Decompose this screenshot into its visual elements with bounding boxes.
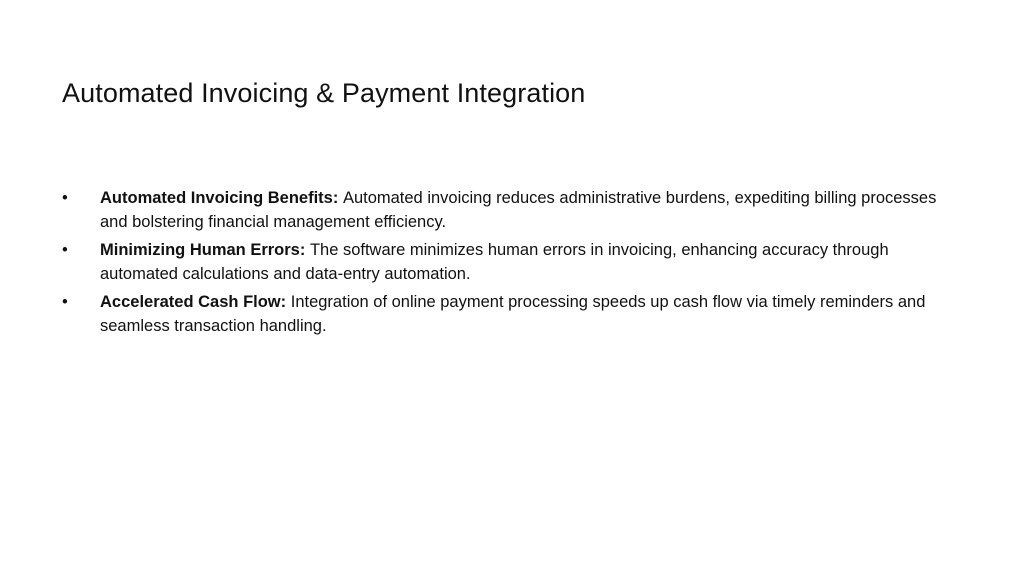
bullet-heading: Automated Invoicing Benefits: — [100, 189, 343, 207]
bullet-heading: Accelerated Cash Flow: — [100, 293, 291, 311]
bullet-icon: • — [62, 241, 68, 259]
bullet-list — [62, 186, 967, 342]
bullet-icon: • — [62, 293, 68, 311]
bullet-heading: Minimizing Human Errors: — [100, 241, 310, 259]
bullet-text: Automated invoicing reduces administrative burdens, expediting billing processes and bolstering financial management efficiency. — [100, 189, 937, 231]
bullet-item — [62, 238, 967, 286]
bullet-item — [62, 290, 967, 338]
bullet-item — [62, 186, 967, 234]
bullet-icon: • — [62, 189, 68, 207]
slide-title: Automated Invoicing & Payment Integration — [62, 78, 586, 108]
bullet-text: The software minimizes human errors in invoicing, enhancing accuracy through automated calculations and data-entry automation. — [100, 241, 889, 283]
bullet-text: Integration of online payment processing speeds up cash flow via timely reminders and seamless transaction handling. — [100, 293, 926, 335]
